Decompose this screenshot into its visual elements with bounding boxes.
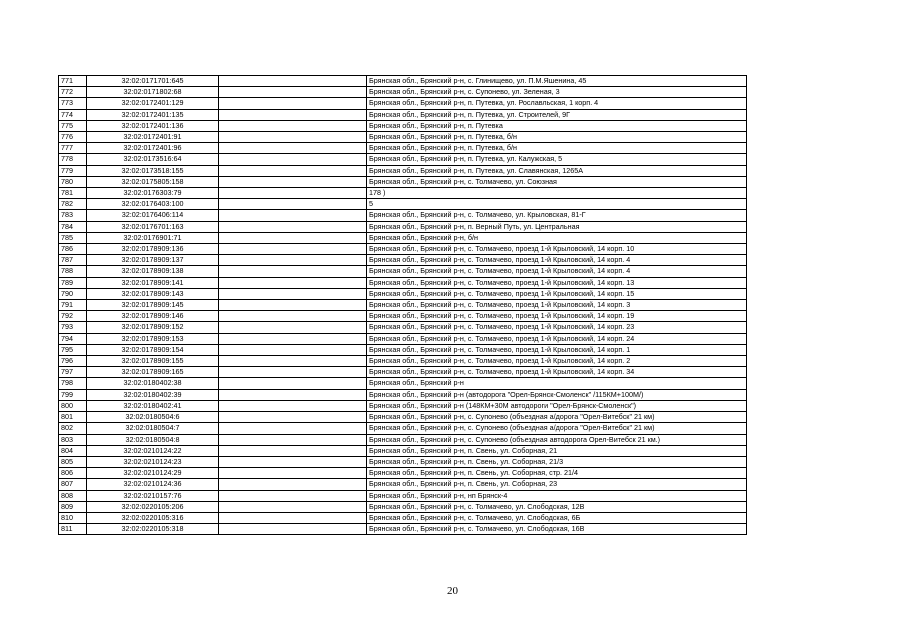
empty-cell bbox=[219, 490, 367, 501]
cadastral-number-cell: 32:02:0178909:137 bbox=[87, 255, 219, 266]
cadastral-number-cell: 32:02:0180504:8 bbox=[87, 434, 219, 445]
row-number-cell: 801 bbox=[59, 412, 87, 423]
row-number-cell: 808 bbox=[59, 490, 87, 501]
empty-cell bbox=[219, 311, 367, 322]
empty-cell bbox=[219, 300, 367, 311]
row-number-cell: 786 bbox=[59, 244, 87, 255]
address-cell: Брянская обл., Брянский р-н, с. Толмачево, ул. Крыловская, 81-Г bbox=[367, 210, 747, 221]
address-cell: Брянская обл., Брянский р-н, п. Путевка, б/н bbox=[367, 143, 747, 154]
empty-cell bbox=[219, 434, 367, 445]
table-row bbox=[59, 210, 747, 221]
address-cell: Брянская обл., Брянский р-н, п. Путевка, б/н bbox=[367, 132, 747, 143]
cadastral-number-cell: 32:02:0171802:68 bbox=[87, 87, 219, 98]
empty-cell bbox=[219, 367, 367, 378]
address-cell: Брянская обл., Брянский р-н, п. Путевка, ул. Строителей, 9Г bbox=[367, 109, 747, 120]
address-cell: Брянская обл., Брянский р-н (автодорога "Орел-Брянск-Смоленск" /115КМ+100М/) bbox=[367, 389, 747, 400]
address-cell: Брянская обл., Брянский р-н, с. Толмачево, ул. Слободская, 6Б bbox=[367, 512, 747, 523]
empty-cell bbox=[219, 524, 367, 535]
address-cell: Брянская обл., Брянский р-н, с. Толмачево, проезд 1-й Крыловский, 14 корп. 10 bbox=[367, 244, 747, 255]
table-row bbox=[59, 434, 747, 445]
address-cell: Брянская обл., Брянский р-н (148КМ+30М автодороги "Орел-Брянск-Смоленск") bbox=[367, 400, 747, 411]
address-cell: Брянская обл., Брянский р-н, с. Супонево (объездная а/дорога "Орел-Витебск" 21 км) bbox=[367, 412, 747, 423]
row-number-cell: 776 bbox=[59, 132, 87, 143]
cadastral-number-cell: 32:02:0180402:39 bbox=[87, 389, 219, 400]
table-row bbox=[59, 468, 747, 479]
cadastral-number-cell: 32:02:0175805:158 bbox=[87, 176, 219, 187]
row-number-cell: 791 bbox=[59, 300, 87, 311]
empty-cell bbox=[219, 154, 367, 165]
address-cell: 5 bbox=[367, 199, 747, 210]
row-number-cell: 797 bbox=[59, 367, 87, 378]
empty-cell bbox=[219, 322, 367, 333]
cadastral-number-cell: 32:02:0178909:155 bbox=[87, 356, 219, 367]
cadastral-number-cell: 32:02:0176901:71 bbox=[87, 232, 219, 243]
cadastral-number-cell: 32:02:0172401:91 bbox=[87, 132, 219, 143]
row-number-cell: 807 bbox=[59, 479, 87, 490]
empty-cell bbox=[219, 210, 367, 221]
address-cell: Брянская обл., Брянский р-н, с. Толмачево, проезд 1-й Крыловский, 14 корп. 2 bbox=[367, 356, 747, 367]
address-cell: Брянская обл., Брянский р-н, с. Глинищево, ул. П.М.Яшенина, 45 bbox=[367, 76, 747, 87]
table-row bbox=[59, 120, 747, 131]
row-number-cell: 771 bbox=[59, 76, 87, 87]
table-row bbox=[59, 109, 747, 120]
table-row bbox=[59, 389, 747, 400]
row-number-cell: 787 bbox=[59, 255, 87, 266]
row-number-cell: 784 bbox=[59, 221, 87, 232]
address-cell: Брянская обл., Брянский р-н, с. Толмачево, ул. Слободская, 12В bbox=[367, 501, 747, 512]
table-row bbox=[59, 524, 747, 535]
cadastral-number-cell: 32:02:0180402:38 bbox=[87, 378, 219, 389]
cadastral-number-cell: 32:02:0178909:138 bbox=[87, 266, 219, 277]
cadastral-number-cell: 32:02:0210157:76 bbox=[87, 490, 219, 501]
address-cell: Брянская обл., Брянский р-н, п. Путевка, ул. Калужская, 5 bbox=[367, 154, 747, 165]
cadastral-number-cell: 32:02:0176701:163 bbox=[87, 221, 219, 232]
cadastral-number-cell: 32:02:0178909:154 bbox=[87, 344, 219, 355]
row-number-cell: 781 bbox=[59, 188, 87, 199]
address-cell: Брянская обл., Брянский р-н, с. Толмачево, проезд 1-й Крыловский, 14 корп. 24 bbox=[367, 333, 747, 344]
empty-cell bbox=[219, 232, 367, 243]
row-number-cell: 788 bbox=[59, 266, 87, 277]
address-cell: Брянская обл., Брянский р-н, п. Свень, ул. Соборная, 21/3 bbox=[367, 456, 747, 467]
cadastral-number-cell: 32:02:0220105:206 bbox=[87, 501, 219, 512]
cadastral-number-cell: 32:02:0172401:96 bbox=[87, 143, 219, 154]
row-number-cell: 795 bbox=[59, 344, 87, 355]
table-row bbox=[59, 288, 747, 299]
table-row bbox=[59, 378, 747, 389]
cadastral-number-cell: 32:02:0210124:22 bbox=[87, 445, 219, 456]
table-row bbox=[59, 400, 747, 411]
empty-cell bbox=[219, 389, 367, 400]
address-cell: Брянская обл., Брянский р-н, п. Свень, ул. Соборная, 21 bbox=[367, 445, 747, 456]
table-row bbox=[59, 266, 747, 277]
row-number-cell: 796 bbox=[59, 356, 87, 367]
table-row bbox=[59, 244, 747, 255]
address-cell: Брянская обл., Брянский р-н, с. Толмачево, проезд 1-й Крыловский, 14 корп. 15 bbox=[367, 288, 747, 299]
empty-cell bbox=[219, 400, 367, 411]
empty-cell bbox=[219, 109, 367, 120]
empty-cell bbox=[219, 255, 367, 266]
cadastral-number-cell: 32:02:0176406:114 bbox=[87, 210, 219, 221]
empty-cell bbox=[219, 356, 367, 367]
empty-cell bbox=[219, 76, 367, 87]
address-cell: Брянская обл., Брянский р-н, с. Толмачево, проезд 1-й Крыловский, 14 корп. 4 bbox=[367, 266, 747, 277]
cadastral-number-cell: 32:02:0176303:79 bbox=[87, 188, 219, 199]
empty-cell bbox=[219, 512, 367, 523]
table-row bbox=[59, 333, 747, 344]
empty-cell bbox=[219, 378, 367, 389]
cadastral-number-cell: 32:02:0172401:129 bbox=[87, 98, 219, 109]
registry-table-body bbox=[59, 76, 747, 535]
row-number-cell: 811 bbox=[59, 524, 87, 535]
cadastral-number-cell: 32:02:0178909:152 bbox=[87, 322, 219, 333]
cadastral-number-cell: 32:02:0220105:318 bbox=[87, 524, 219, 535]
address-cell: Брянская обл., Брянский р-н, п. Путевка bbox=[367, 120, 747, 131]
table-row bbox=[59, 98, 747, 109]
address-cell: Брянская обл., Брянский р-н, с. Супонево (объездная автодорога Орел-Витебск 21 км.) bbox=[367, 434, 747, 445]
address-cell: Брянская обл., Брянский р-н, п. Свень, ул. Соборная, стр. 21/4 bbox=[367, 468, 747, 479]
row-number-cell: 783 bbox=[59, 210, 87, 221]
row-number-cell: 785 bbox=[59, 232, 87, 243]
empty-cell bbox=[219, 120, 367, 131]
cadastral-number-cell: 32:02:0178909:145 bbox=[87, 300, 219, 311]
table-row bbox=[59, 221, 747, 232]
table-row bbox=[59, 445, 747, 456]
property-registry-table bbox=[58, 75, 747, 535]
address-cell: Брянская обл., Брянский р-н, с. Толмачево, проезд 1-й Крыловский, 14 корп. 13 bbox=[367, 277, 747, 288]
row-number-cell: 802 bbox=[59, 423, 87, 434]
address-cell: Брянская обл., Брянский р-н, с. Толмачево, проезд 1-й Крыловский, 14 корп. 34 bbox=[367, 367, 747, 378]
table-row bbox=[59, 255, 747, 266]
row-number-cell: 793 bbox=[59, 322, 87, 333]
row-number-cell: 775 bbox=[59, 120, 87, 131]
cadastral-number-cell: 32:02:0171701:645 bbox=[87, 76, 219, 87]
address-cell: Брянская обл., Брянский р-н, с. Толмачево, проезд 1-й Крыловский, 14 корп. 1 bbox=[367, 344, 747, 355]
row-number-cell: 790 bbox=[59, 288, 87, 299]
table-row bbox=[59, 501, 747, 512]
row-number-cell: 773 bbox=[59, 98, 87, 109]
cadastral-number-cell: 32:02:0180402:41 bbox=[87, 400, 219, 411]
empty-cell bbox=[219, 221, 367, 232]
empty-cell bbox=[219, 98, 367, 109]
cadastral-number-cell: 32:02:0220105:316 bbox=[87, 512, 219, 523]
address-cell: Брянская обл., Брянский р-н, с. Толмачево, ул. Слободская, 16В bbox=[367, 524, 747, 535]
empty-cell bbox=[219, 344, 367, 355]
row-number-cell: 794 bbox=[59, 333, 87, 344]
row-number-cell: 772 bbox=[59, 87, 87, 98]
cadastral-number-cell: 32:02:0210124:23 bbox=[87, 456, 219, 467]
cadastral-number-cell: 32:02:0210124:36 bbox=[87, 479, 219, 490]
address-cell: Брянская обл., Брянский р-н, с. Толмачево, проезд 1-й Крыловский, 14 корп. 19 bbox=[367, 311, 747, 322]
table-row bbox=[59, 154, 747, 165]
empty-cell bbox=[219, 87, 367, 98]
table-row bbox=[59, 479, 747, 490]
table-row bbox=[59, 300, 747, 311]
empty-cell bbox=[219, 468, 367, 479]
empty-cell bbox=[219, 479, 367, 490]
address-cell: Брянская обл., Брянский р-н, с. Супонево, ул. Зеленая, 3 bbox=[367, 87, 747, 98]
address-cell: Брянская обл., Брянский р-н, б/н bbox=[367, 232, 747, 243]
cadastral-number-cell: 32:02:0176403:100 bbox=[87, 199, 219, 210]
address-cell: Брянская обл., Брянский р-н, п. Верный Путь, ул. Центральная bbox=[367, 221, 747, 232]
cadastral-number-cell: 32:02:0180504:7 bbox=[87, 423, 219, 434]
empty-cell bbox=[219, 199, 367, 210]
cadastral-number-cell: 32:02:0178909:165 bbox=[87, 367, 219, 378]
address-cell: Брянская обл., Брянский р-н, п. Свень, ул. Соборная, 23 bbox=[367, 479, 747, 490]
table-row bbox=[59, 344, 747, 355]
empty-cell bbox=[219, 143, 367, 154]
table-row bbox=[59, 87, 747, 98]
address-cell: Брянская обл., Брянский р-н, нп Брянск-4 bbox=[367, 490, 747, 501]
empty-cell bbox=[219, 244, 367, 255]
empty-cell bbox=[219, 288, 367, 299]
cadastral-number-cell: 32:02:0178909:146 bbox=[87, 311, 219, 322]
row-number-cell: 779 bbox=[59, 165, 87, 176]
empty-cell bbox=[219, 445, 367, 456]
table-row bbox=[59, 143, 747, 154]
empty-cell bbox=[219, 277, 367, 288]
table-row bbox=[59, 512, 747, 523]
row-number-cell: 778 bbox=[59, 154, 87, 165]
empty-cell bbox=[219, 266, 367, 277]
cadastral-number-cell: 32:02:0178909:136 bbox=[87, 244, 219, 255]
empty-cell bbox=[219, 176, 367, 187]
row-number-cell: 810 bbox=[59, 512, 87, 523]
empty-cell bbox=[219, 333, 367, 344]
address-cell: 178 ) bbox=[367, 188, 747, 199]
table-row bbox=[59, 176, 747, 187]
table-row bbox=[59, 322, 747, 333]
cadastral-number-cell: 32:02:0178909:141 bbox=[87, 277, 219, 288]
empty-cell bbox=[219, 501, 367, 512]
page-number: 20 bbox=[447, 585, 458, 597]
row-number-cell: 798 bbox=[59, 378, 87, 389]
table-row bbox=[59, 367, 747, 378]
empty-cell bbox=[219, 188, 367, 199]
table-row bbox=[59, 199, 747, 210]
table-row bbox=[59, 356, 747, 367]
table-row bbox=[59, 311, 747, 322]
address-cell: Брянская обл., Брянский р-н, с. Супонево (объездная а/дорога "Орел-Витебск" 21 км) bbox=[367, 423, 747, 434]
cadastral-number-cell: 32:02:0173516:64 bbox=[87, 154, 219, 165]
cadastral-number-cell: 32:02:0180504:6 bbox=[87, 412, 219, 423]
table-row bbox=[59, 76, 747, 87]
row-number-cell: 777 bbox=[59, 143, 87, 154]
address-cell: Брянская обл., Брянский р-н, п. Путевка, ул. Рославльская, 1 корп. 4 bbox=[367, 98, 747, 109]
empty-cell bbox=[219, 423, 367, 434]
row-number-cell: 805 bbox=[59, 456, 87, 467]
row-number-cell: 806 bbox=[59, 468, 87, 479]
table-row bbox=[59, 132, 747, 143]
table-row bbox=[59, 188, 747, 199]
empty-cell bbox=[219, 412, 367, 423]
cadastral-number-cell: 32:02:0178909:153 bbox=[87, 333, 219, 344]
table-row bbox=[59, 412, 747, 423]
address-cell: Брянская обл., Брянский р-н, с. Толмачево, проезд 1-й Крыловский, 14 корп. 4 bbox=[367, 255, 747, 266]
row-number-cell: 780 bbox=[59, 176, 87, 187]
cadastral-number-cell: 32:02:0178909:143 bbox=[87, 288, 219, 299]
row-number-cell: 800 bbox=[59, 400, 87, 411]
empty-cell bbox=[219, 132, 367, 143]
address-cell: Брянская обл., Брянский р-н, п. Путевка, ул. Славянская, 1265А bbox=[367, 165, 747, 176]
cadastral-number-cell: 32:02:0173518:155 bbox=[87, 165, 219, 176]
address-cell: Брянская обл., Брянский р-н, с. Толмачево, ул. Союзная bbox=[367, 176, 747, 187]
table-row bbox=[59, 232, 747, 243]
row-number-cell: 789 bbox=[59, 277, 87, 288]
table-row bbox=[59, 490, 747, 501]
row-number-cell: 774 bbox=[59, 109, 87, 120]
address-cell: Брянская обл., Брянский р-н, с. Толмачево, проезд 1-й Крыловский, 14 корп. 3 bbox=[367, 300, 747, 311]
row-number-cell: 804 bbox=[59, 445, 87, 456]
address-cell: Брянская обл., Брянский р-н bbox=[367, 378, 747, 389]
table-row bbox=[59, 165, 747, 176]
cadastral-number-cell: 32:02:0172401:135 bbox=[87, 109, 219, 120]
table-row bbox=[59, 456, 747, 467]
row-number-cell: 809 bbox=[59, 501, 87, 512]
empty-cell bbox=[219, 165, 367, 176]
table-row bbox=[59, 423, 747, 434]
cadastral-number-cell: 32:02:0210124:29 bbox=[87, 468, 219, 479]
row-number-cell: 792 bbox=[59, 311, 87, 322]
row-number-cell: 803 bbox=[59, 434, 87, 445]
table-row bbox=[59, 277, 747, 288]
row-number-cell: 782 bbox=[59, 199, 87, 210]
cadastral-number-cell: 32:02:0172401:136 bbox=[87, 120, 219, 131]
address-cell: Брянская обл., Брянский р-н, с. Толмачево, проезд 1-й Крыловский, 14 корп. 23 bbox=[367, 322, 747, 333]
row-number-cell: 799 bbox=[59, 389, 87, 400]
empty-cell bbox=[219, 456, 367, 467]
